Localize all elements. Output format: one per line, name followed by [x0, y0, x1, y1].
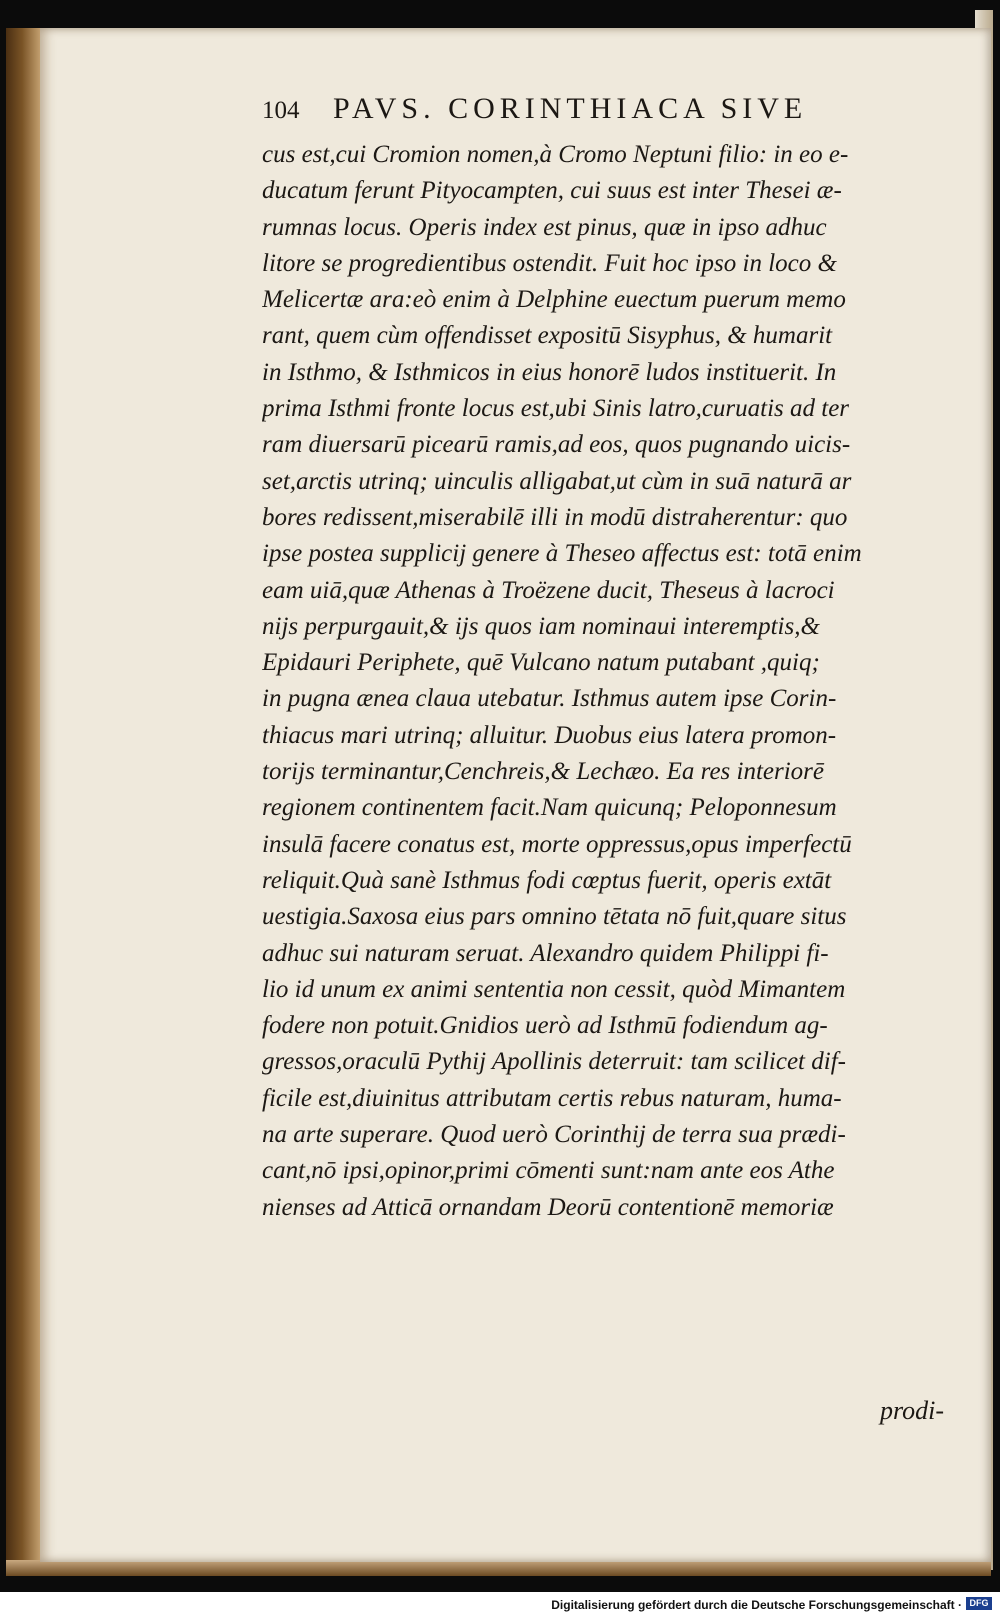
digitization-footer — [0, 1592, 1000, 1617]
text-line: regionem continentem facit.Nam quicunq; Peloponnesum — [262, 794, 837, 822]
text-line: cus est,cui Cromion nomen,à Cromo Neptuni filio: in eo e- — [262, 141, 849, 168]
text-line: na arte superare. Quod uerò Corinthij de terra sua prædi- — [262, 1121, 846, 1149]
text-line: set,arctis utrinq; uinculis alligabat,ut cùm in suā naturā ar — [262, 467, 852, 495]
dfg-logo: DFG — [966, 1597, 992, 1610]
text-line: ficile est,diuinitus attributam certis rebus naturam, huma- — [262, 1084, 842, 1112]
text-line: ipse postea supplicij genere à Theseo affectus est: totā enim — [262, 540, 862, 568]
running-title: PAVS. CORINTHIACA SIVE — [333, 92, 808, 125]
text-line: Epidauri Periphete, quē Vulcano natum putabant ,quiq; — [262, 649, 820, 677]
page-header — [262, 92, 952, 132]
text-line: ram diuersarū picearū ramis,ad eos, quos pugnando uicis- — [262, 431, 851, 459]
text-line: prima Isthmi fronte locus est,ubi Sinis latro,curuatis ad ter — [262, 395, 850, 423]
text-line: torijs terminantur,Cenchreis,& Lechæo. Ea res interiorē — [262, 758, 825, 786]
text-line: lio id unum ex animi sententia non cessit, quòd Mimantem — [262, 975, 846, 1003]
catchword: prodi- — [880, 1396, 945, 1425]
text-line: thiacus mari utrinq; alluitur. Duobus eius latera promon- — [262, 721, 837, 749]
text-line: fodere non potuit.Gnidios uerò ad Isthmū fodiendum ag- — [262, 1012, 828, 1040]
text-line: eam uiā,quæ Athenas à Troëzene ducit, Theseus à lacroci — [262, 576, 835, 604]
text-line: reliquit.Quà sanè Isthmus fodi cœptus fuerit, operis extāt — [262, 866, 832, 894]
text-line: ducatum ferunt Pityocampten, cui suus est inter Thesei æ- — [262, 177, 842, 205]
text-line: litore se progredientibus ostendit. Fuit hoc ipso in loco & — [262, 249, 837, 277]
text-line: nienses ad Atticā ornandam Deorū contentionē memoriæ — [262, 1193, 834, 1221]
text-line: gressos,oraculū Pythij Apollinis deterruit: tam scilicet dif- — [262, 1048, 846, 1076]
text-line: Melicertæ ara:eò enim à Delphine euectum puerum memo — [262, 286, 846, 314]
text-line: uestigia.Saxosa eius pars omnino tētata nō fuit,quare situs — [262, 903, 847, 931]
page-bottom-edge — [6, 1560, 991, 1576]
page-left-edge — [6, 28, 42, 1576]
text-line: cant,nō ipsi,opinor,primi cōmenti sunt:nam ante eos Athe — [262, 1157, 835, 1185]
text-line: nijs perpurgauit,& ijs quos iam nominaui interemptis,& — [262, 612, 820, 640]
text-line: rumnas locus. Operis index est pinus, quæ in ipso adhuc — [262, 213, 827, 241]
text-line: insulā facere conatus est, morte oppressus,opus imperfectū — [262, 830, 852, 858]
text-line: rant, quem cùm offendisset expositū Sisyphus, & humarit — [262, 322, 833, 350]
text-line: in Isthmo, & Isthmicos in eius honorē ludos instituerit. In — [262, 358, 837, 386]
text-line: adhuc sui naturam seruat. Alexandro quidem Philippi fi- — [262, 939, 829, 967]
text-line: in pugna ænea claua utebatur. Isthmus autem ipse Corin- — [262, 685, 837, 713]
folio-number: 104 — [262, 97, 300, 124]
body-text — [262, 137, 962, 1226]
funding-credit: Digitalisierung gefördert durch die Deutsche Forschungsgemeinschaft · — [551, 1598, 962, 1612]
text-line: bores redissent,miserabilē illi in modū distraherentur: quo — [262, 503, 848, 531]
